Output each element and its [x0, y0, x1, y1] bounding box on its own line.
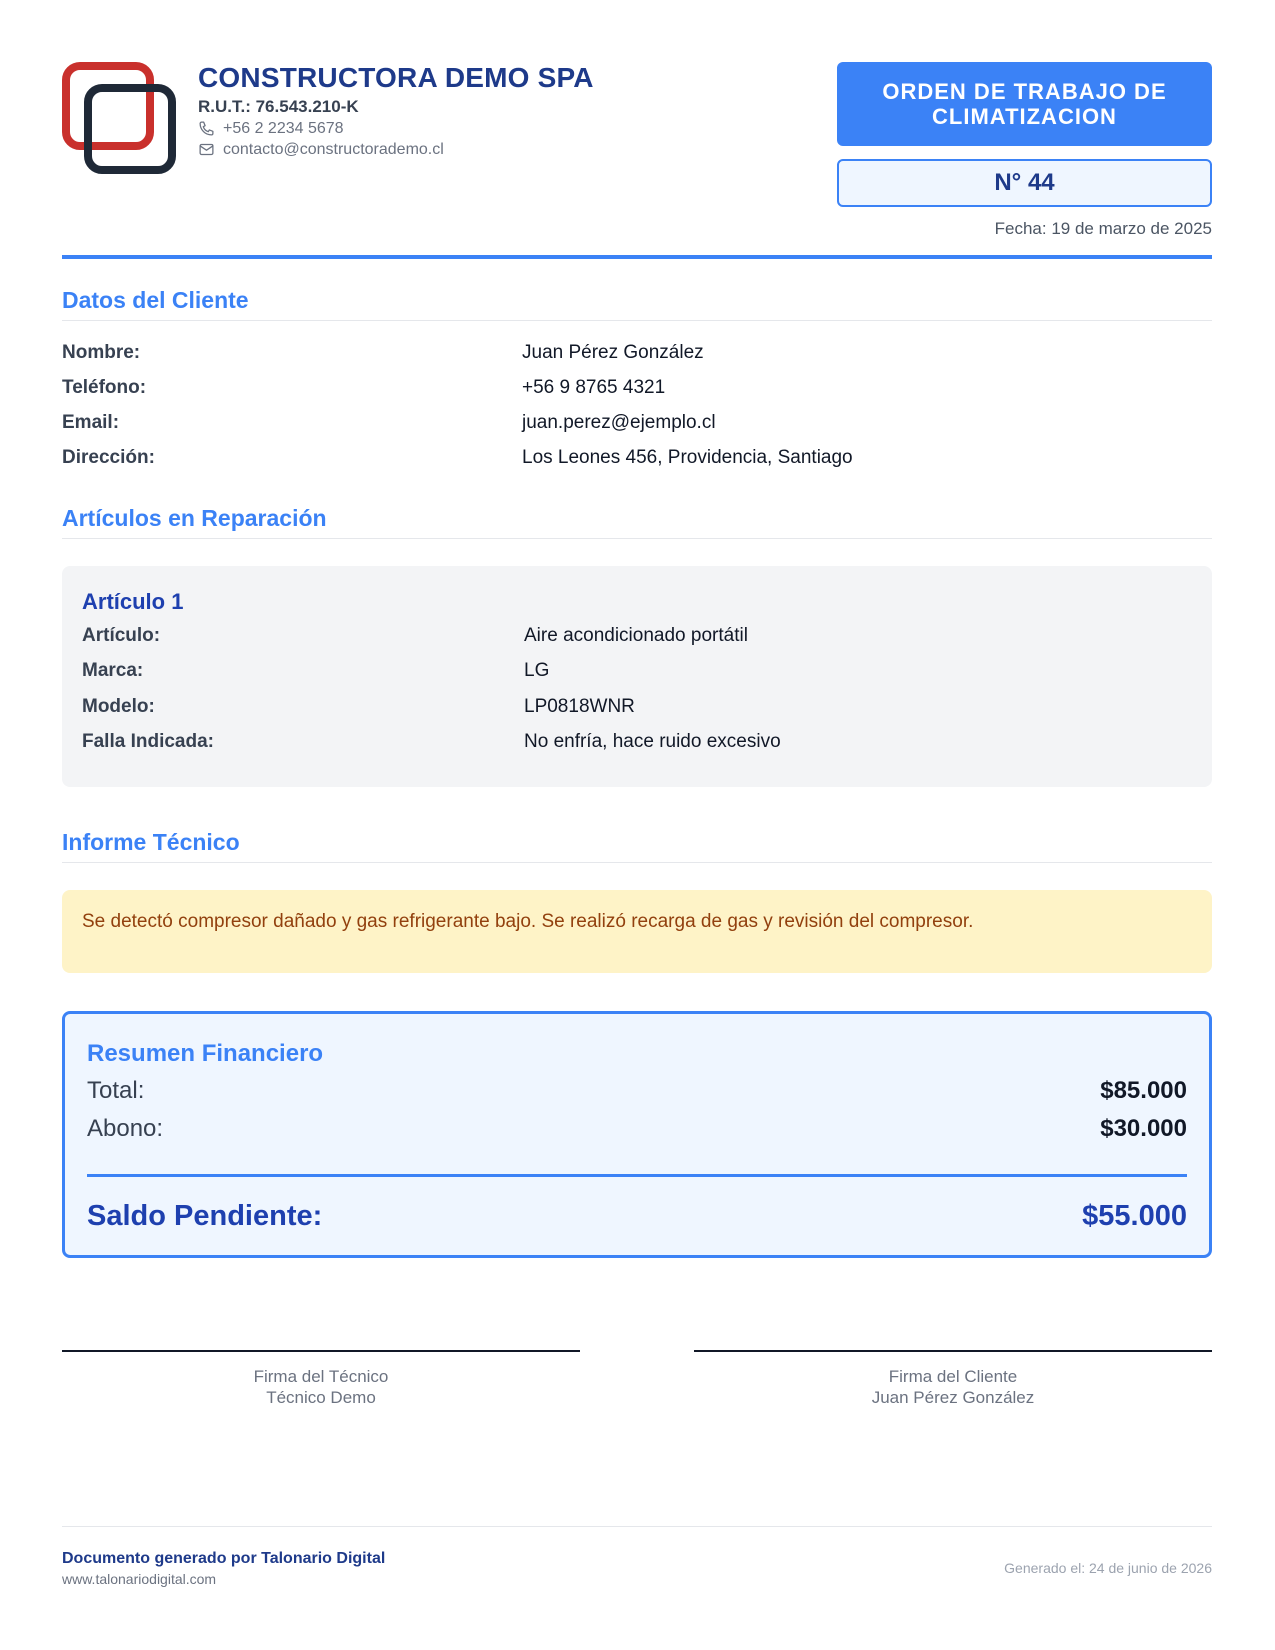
financial-summary	[62, 1011, 1212, 1258]
article-label: Modelo:	[82, 695, 155, 717]
order-date: Fecha: 19 de marzo de 2025	[994, 219, 1212, 238]
finance-balance-value: $55.000	[1082, 1199, 1187, 1232]
article-row	[82, 725, 1192, 761]
article-row	[82, 689, 1192, 725]
finance-deposit-value: $30.000	[1100, 1115, 1187, 1142]
signature-line	[62, 1350, 580, 1352]
client-value: +56 9 8765 4321	[522, 376, 666, 398]
finance-total-row	[87, 1072, 1187, 1110]
order-title-box	[837, 62, 1212, 146]
article-value: Aire acondicionado portátil	[524, 624, 748, 646]
header-divider	[62, 255, 1212, 259]
finance-deposit-row	[87, 1110, 1187, 1148]
signature-line	[694, 1350, 1212, 1352]
technician-signature-label: Firma del Técnico	[253, 1367, 389, 1386]
client-value: Juan Pérez González	[522, 341, 704, 363]
company-name: CONSTRUCTORA DEMO SPA	[198, 62, 594, 93]
client-label: Nombre:	[62, 341, 141, 363]
company-info	[198, 62, 594, 160]
client-label: Dirección:	[62, 446, 155, 468]
report-text: Se detectó compresor dañado y gas refrigerante bajo. Se realizó recarga de gas y revisión del compresor.	[82, 911, 974, 932]
report-box	[62, 890, 1212, 973]
order-title: ORDEN DE TRABAJO DE CLIMATIZACION	[882, 79, 1167, 129]
client-signature-name: Juan Pérez González	[871, 1388, 1035, 1407]
footer-url: www.talonariodigital.com	[62, 1571, 217, 1587]
company-email-line	[198, 139, 594, 160]
article-label: Artículo:	[82, 624, 161, 646]
finance-total-value: $85.000	[1100, 1077, 1187, 1104]
technician-signature	[62, 1350, 580, 1408]
article-title: Artículo 1	[82, 589, 184, 614]
phone-icon	[198, 120, 215, 137]
company-email: contacto@constructorademo.cl	[223, 141, 444, 158]
client-signature-label: Firma del Cliente	[888, 1367, 1018, 1386]
client-row	[62, 370, 1212, 405]
finance-divider	[87, 1174, 1187, 1177]
client-signature	[694, 1350, 1212, 1408]
client-label: Email:	[62, 411, 120, 433]
document-header	[62, 62, 1212, 262]
mail-icon	[198, 141, 215, 158]
finance-deposit-label: Abono:	[87, 1115, 164, 1142]
articles-section-title: Artículos en Reparación	[62, 505, 1212, 539]
footer-divider	[62, 1526, 1212, 1527]
article-row	[82, 654, 1192, 690]
client-row	[62, 335, 1212, 370]
article-row	[82, 618, 1192, 654]
report-section-title: Informe Técnico	[62, 829, 1212, 863]
work-order-document	[62, 0, 1212, 1650]
client-row	[62, 440, 1212, 475]
finance-balance-row	[87, 1191, 1187, 1241]
article-card	[62, 566, 1212, 787]
article-label: Falla Indicada:	[82, 731, 214, 753]
article-label: Marca:	[82, 660, 144, 682]
article-value: LP0818WNR	[524, 695, 635, 717]
footer-brand: Documento generado por Talonario Digital	[62, 1550, 386, 1567]
order-number: N° 44	[994, 169, 1055, 196]
finance-total-label: Total:	[87, 1077, 145, 1104]
client-value: Los Leones 456, Providencia, Santiago	[522, 446, 853, 468]
article-value: LG	[524, 660, 550, 682]
client-value: juan.perez@ejemplo.cl	[522, 411, 716, 433]
company-phone: +56 2 2234 5678	[223, 120, 344, 137]
client-label: Teléfono:	[62, 376, 147, 398]
finance-title: Resumen Financiero	[87, 1040, 324, 1067]
finance-balance-label: Saldo Pendiente:	[87, 1199, 323, 1232]
footer-brand-block	[62, 1548, 385, 1589]
company-rut: R.U.T.: 76.543.210-K	[198, 97, 359, 116]
company-logo	[62, 62, 182, 180]
client-section-title: Datos del Cliente	[62, 287, 1212, 321]
client-details	[62, 335, 1212, 475]
footer-generated-date: Generado el: 24 de junio de 2026	[1004, 1560, 1212, 1576]
company-phone-line	[198, 118, 594, 139]
order-number-box	[837, 159, 1212, 207]
client-row	[62, 405, 1212, 440]
article-value: No enfría, hace ruido excesivo	[524, 731, 781, 753]
technician-name: Técnico Demo	[266, 1388, 376, 1407]
